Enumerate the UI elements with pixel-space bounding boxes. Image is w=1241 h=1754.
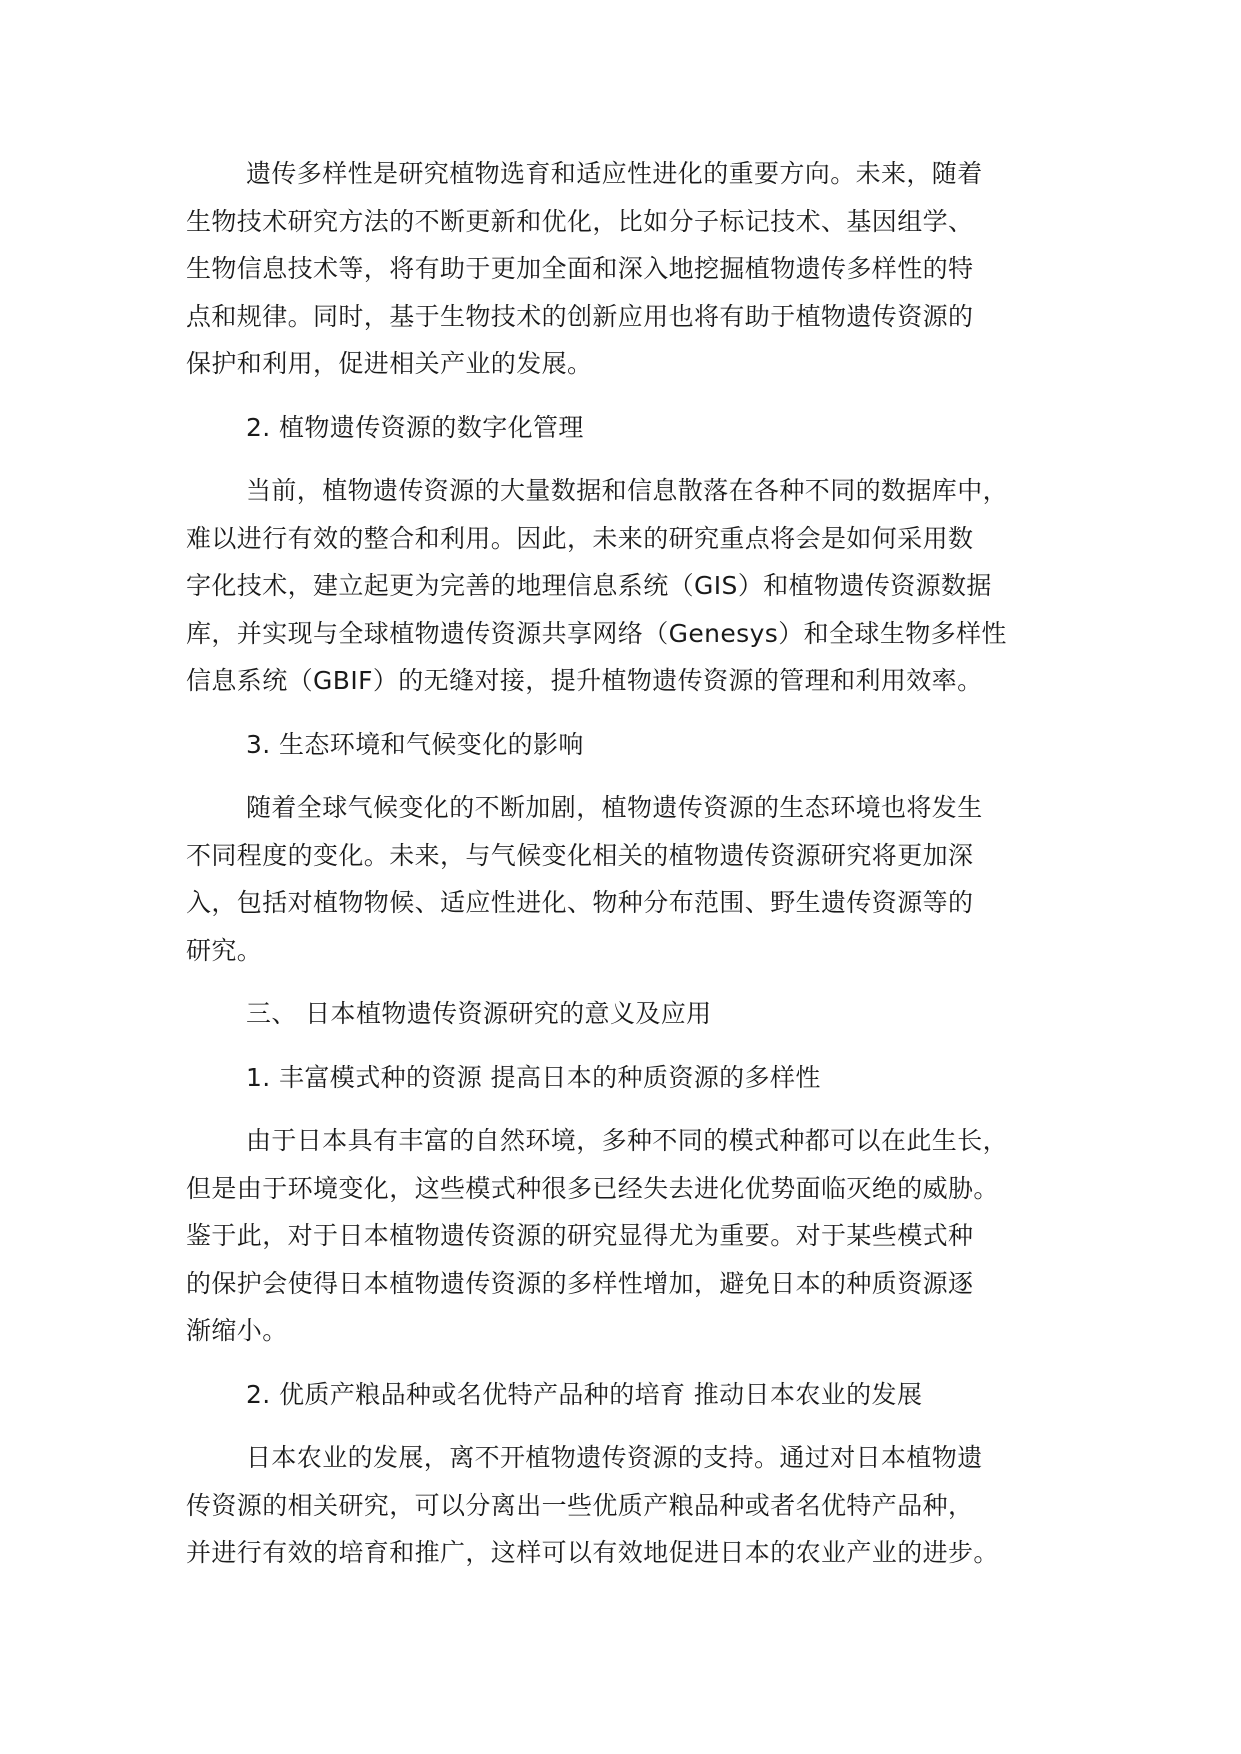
- spacer: [186, 451, 1076, 467]
- text-line: 字化技术，建立起更为完善的地理信息系统（GIS）和植物遗传资源数据: [186, 571, 992, 600]
- spacer: [186, 1101, 1076, 1117]
- paragraph-agriculture: [186, 1434, 1076, 1577]
- paragraph-model-species: [186, 1117, 1076, 1355]
- text-line: 由于日本具有丰富的自然环境，多种不同的模式种都可以在此生长，: [246, 1126, 1009, 1155]
- spacer: [186, 388, 1076, 404]
- text-line: 点和规律。同时，基于生物技术的创新应用也将有助于植物遗传资源的: [186, 301, 974, 331]
- text-line: 随着全球气候变化的不断加剧，植物遗传资源的生态环境也将发生: [246, 793, 983, 822]
- text-line: 渐缩小。: [186, 1316, 288, 1345]
- text-line: 信息系统（GBIF）的无缝对接，提升植物遗传资源的管理和利用效率。: [186, 666, 983, 695]
- text-line: 入，包括对植物物候、适应性进化、物种分布范围、野生遗传资源等的: [186, 888, 974, 917]
- heading-digital-management: 2. 植物遗传资源的数字化管理: [246, 412, 584, 442]
- paragraph-climate-change: [186, 784, 1076, 974]
- text-line: 鉴于此，对于日本植物遗传资源的研究显得尤为重要。对于某些模式种: [186, 1221, 974, 1250]
- text-line: 研究。: [186, 935, 263, 965]
- text-line: 不同程度的变化。未来，与气候变化相关的植物遗传资源研究将更加深: [186, 840, 974, 870]
- text-line: 当前，植物遗传资源的大量数据和信息散落在各种不同的数据库中，: [246, 476, 1009, 505]
- heading-climate-change: 3. 生态环境和气候变化的影响: [246, 729, 584, 759]
- document-page: [186, 150, 1076, 1577]
- text-line: 生物技术研究方法的不断更新和优化，比如分子标记技术、基因组学、: [186, 206, 974, 236]
- text-line: 传资源的相关研究，可以分离出一些优质产粮品种或者名优特产品种，: [186, 1490, 974, 1520]
- spacer: [186, 768, 1076, 784]
- text-line: 但是由于环境变化，这些模式种很多已经失去进化优势面临灭绝的威胁。: [186, 1173, 999, 1203]
- heading-section-three: 三、 日本植物遗传资源研究的意义及应用: [246, 999, 712, 1028]
- text-line: 库，并实现与全球植物遗传资源共享网络（Genesys）和全球生物多样性: [186, 618, 1007, 648]
- spacer: [186, 1038, 1076, 1054]
- text-line: 并进行有效的培育和推广，这样可以有效地促进日本的农业产业的进步。: [186, 1538, 999, 1567]
- text-line: 遗传多样性是研究植物选育和适应性进化的重要方向。未来，随着: [246, 159, 983, 188]
- text-line: 难以进行有效的整合和利用。因此，未来的研究重点将会是如何采用数: [186, 523, 974, 553]
- paragraph-digital-management: [186, 467, 1076, 705]
- text-line: 保护和利用，促进相关产业的发展。: [186, 349, 593, 378]
- spacer: [186, 705, 1076, 721]
- heading-model-species: 1. 丰富模式种的资源 提高日本的种质资源的多样性: [246, 1062, 821, 1092]
- spacer: [186, 1355, 1076, 1371]
- text-line: 的保护会使得日本植物遗传资源的多样性增加，避免日本的种质资源逐: [186, 1268, 974, 1298]
- text-line: 日本农业的发展，离不开植物遗传资源的支持。通过对日本植物遗: [246, 1443, 983, 1472]
- paragraph-genetic-diversity: [186, 150, 1076, 388]
- spacer: [186, 1418, 1076, 1434]
- spacer: [186, 974, 1076, 990]
- heading-agriculture: 2. 优质产粮品种或名优特产品种的培育 推动日本农业的发展: [246, 1379, 923, 1409]
- text-line: 生物信息技术等，将有助于更加全面和深入地挖掘植物遗传多样性的特: [186, 254, 974, 283]
